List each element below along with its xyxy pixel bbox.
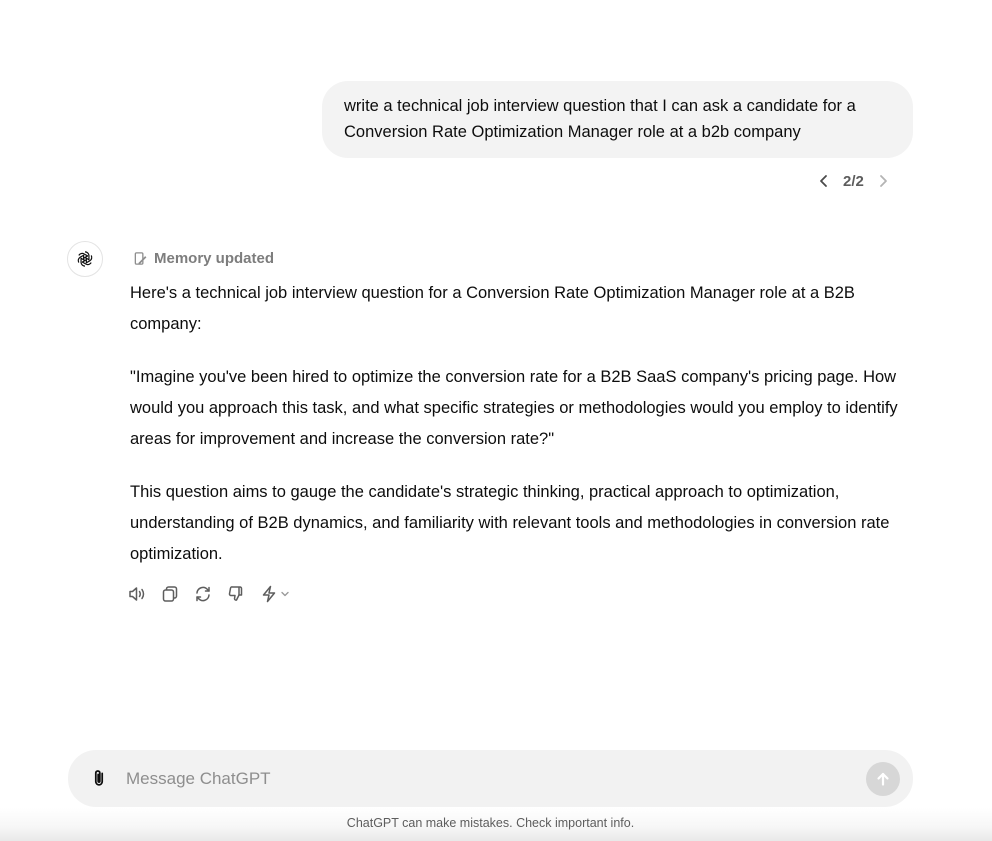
regenerate-button[interactable] <box>192 583 214 605</box>
assistant-paragraph: This question aims to gauge the candidate's strategic thinking, practical approach to optimization, understanding of B2B dynamics, and familiarity with relevant tools and methodologies in conversion rate optimization. <box>130 483 890 563</box>
thumbs-down-icon <box>226 584 246 604</box>
copy-button[interactable] <box>159 583 181 605</box>
memory-updated-label: Memory updated <box>154 249 275 267</box>
response-count: 2/2 <box>843 172 864 190</box>
attach-button[interactable] <box>87 766 111 790</box>
message-input[interactable] <box>124 763 848 795</box>
chevron-right-icon <box>875 173 891 189</box>
previous-response-button[interactable] <box>813 170 835 192</box>
user-message-text: write a technical job interview question that I can ask a candidate for a Conversion Rate Optimization Manager role at a b2b company <box>344 97 856 141</box>
memory-pencil-icon <box>133 251 148 266</box>
next-response-button[interactable] <box>872 170 894 192</box>
send-button[interactable] <box>866 762 900 796</box>
assistant-avatar <box>67 241 103 277</box>
paperclip-icon <box>88 767 110 789</box>
user-message-bubble <box>322 81 913 158</box>
message-composer <box>68 750 913 807</box>
lightning-icon <box>260 584 278 604</box>
assistant-message <box>130 278 915 592</box>
response-pager <box>813 170 894 192</box>
message-actions <box>126 583 292 605</box>
memory-updated-indicator[interactable] <box>133 248 274 268</box>
read-aloud-button[interactable] <box>126 583 148 605</box>
model-switch-button[interactable] <box>258 583 292 605</box>
assistant-paragraph: Here's a technical job interview question for a Conversion Rate Optimization Manager role at a B2B company: <box>130 284 855 333</box>
copy-icon <box>160 584 180 604</box>
disclaimer-text: ChatGPT can make mistakes. Check important info. <box>346 816 635 830</box>
assistant-paragraph: "Imagine you've been hired to optimize the conversion rate for a B2B SaaS company's pricing page. How would you approach this task, and what specific strategies or methodologies would you employ to identify areas for improvement and increase the conversion rate?" <box>130 368 898 448</box>
regenerate-icon <box>193 584 213 604</box>
arrow-up-icon <box>874 770 892 788</box>
openai-logo-icon <box>74 248 96 270</box>
chevron-left-icon <box>816 173 832 189</box>
speaker-icon <box>127 584 147 604</box>
thumbs-down-button[interactable] <box>225 583 247 605</box>
chevron-down-icon <box>279 588 291 600</box>
